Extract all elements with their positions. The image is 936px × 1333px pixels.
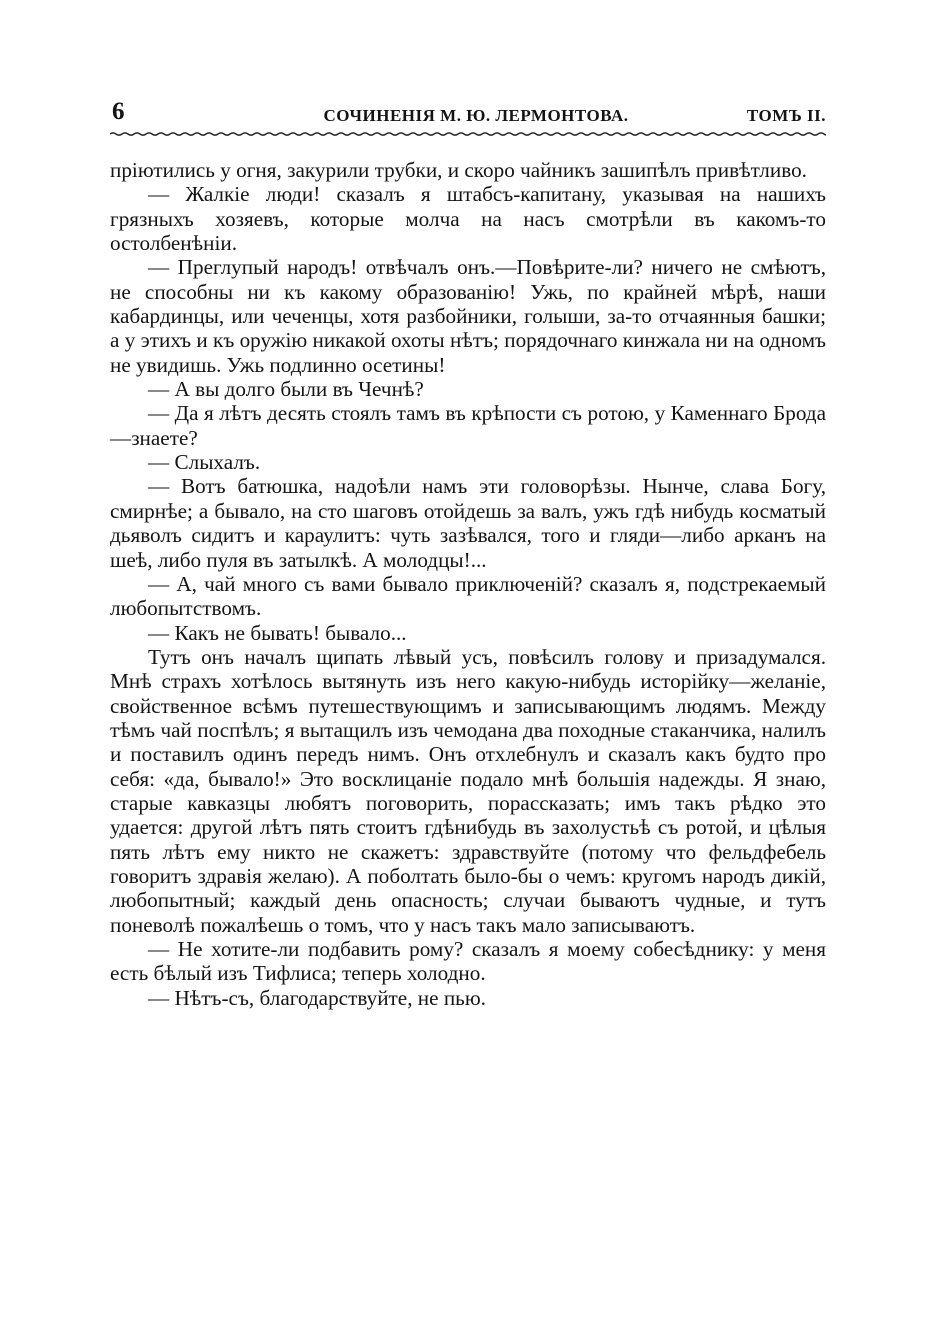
- paragraph: — Не хотите-ли подбавить рому? сказалъ я моему собесѣднику: у меня есть бѣлый изъ Тифлиса; теперь холодно.: [110, 937, 826, 986]
- paragraph: — Жалкіе люди! сказалъ я штабсъ-капитану, указывая на нашихъ грязныхъ хозяевъ, которые молча на насъ смотрѣли въ какомъ-то остолбенѣніи.: [110, 182, 826, 256]
- paragraph: — Слыхалъ.: [148, 450, 261, 475]
- paragraph: — Вотъ батюшка, надоѣли намъ эти головорѣзы. Нынче, слава Богу, смирнѣе; а бывало, на сто шаговъ отойдешь за валъ, ужъ гдѣ нибудь косматый дьяволъ сидитъ и караулитъ: чуть зазѣвался, того и гляди—либо арканъ на шеѣ, либо пуля въ затылкѣ. А молодцы!...: [110, 474, 826, 572]
- paragraph: Тутъ онъ началъ щипать лѣвый усъ, повѣсилъ голову и призадумался. Мнѣ страхъ хотѣлось вытянуть изъ него какую-нибудь исторійку—желаніе, свойственное всѣмъ путешествующимъ и записывающимъ людямъ. Между тѣмъ чай поспѣлъ; я вытащилъ изъ чемодана два походные стаканчика, налилъ и поставилъ одинъ передъ нимъ. Онъ отхлебнулъ и сказалъ какъ будто про себя: «да, бывало!» Это восклицаніе подало мнѣ большія надежды. Я знаю, старые кавказцы любятъ поговорить, порассказать; имъ такъ рѣдко это удается: другой лѣтъ пять стоитъ гдѣнибудь въ захолустьѣ съ ротой, и цѣлыя пять лѣтъ ему никто не скажетъ: здравствуйте (потому что фельдфебель говоритъ здравія желаю). А поболтать было-бы о чемъ: кругомъ народъ дикій, любопытный; каждый день опасность; случаи бываютъ чудные, и тутъ поневолѣ пожалѣешь о томъ, что у насъ такъ мало записываютъ.: [110, 644, 826, 937]
- paragraph: — Какъ не бывать! бывало...: [148, 620, 407, 645]
- running-title: СОЧИНЕНІЯ М. Ю. ЛЕРМОНТОВА.: [323, 106, 629, 125]
- paragraph: пріютились у огня, закурили трубки, и скоро чайникъ зашипѣлъ привѣтливо.: [110, 158, 807, 182]
- body-text: [110, 158, 826, 1010]
- paragraph: — Преглупый народъ! отвѣчалъ онъ.—Повѣрите-ли? ничего не смѣютъ, не способны ни къ какому образованію! Ужь, по крайней мѣрѣ, наши кабардинцы, или чеченцы, хотя разбойники, голыши, за-то отчаянныя башки; а у этихъ и къ оружію никакой охоты нѣтъ; порядочнаго кинжала ни на одномъ не увидишь. Ужь подлинно осетины!: [110, 255, 826, 377]
- running-header: [110, 92, 826, 124]
- paragraph: — А вы долго были въ Чечнѣ?: [148, 377, 424, 402]
- book-page: [110, 92, 826, 1010]
- paragraph: — А, чай много съ вами бывало приключеній? сказалъ я, подстрекаемый любопытствомъ.: [110, 571, 826, 621]
- page-number: 6: [112, 98, 125, 125]
- wavy-header-rule: [110, 128, 826, 140]
- paragraph: — Нѣтъ-съ, благодарствуйте, не пью.: [148, 985, 486, 1010]
- paragraph: — Да я лѣтъ десять стоялъ тамъ въ крѣпости съ ротою, у Каменнаго Брода—знаете?: [110, 401, 826, 450]
- volume-label: ТОМЪ II.: [746, 106, 826, 125]
